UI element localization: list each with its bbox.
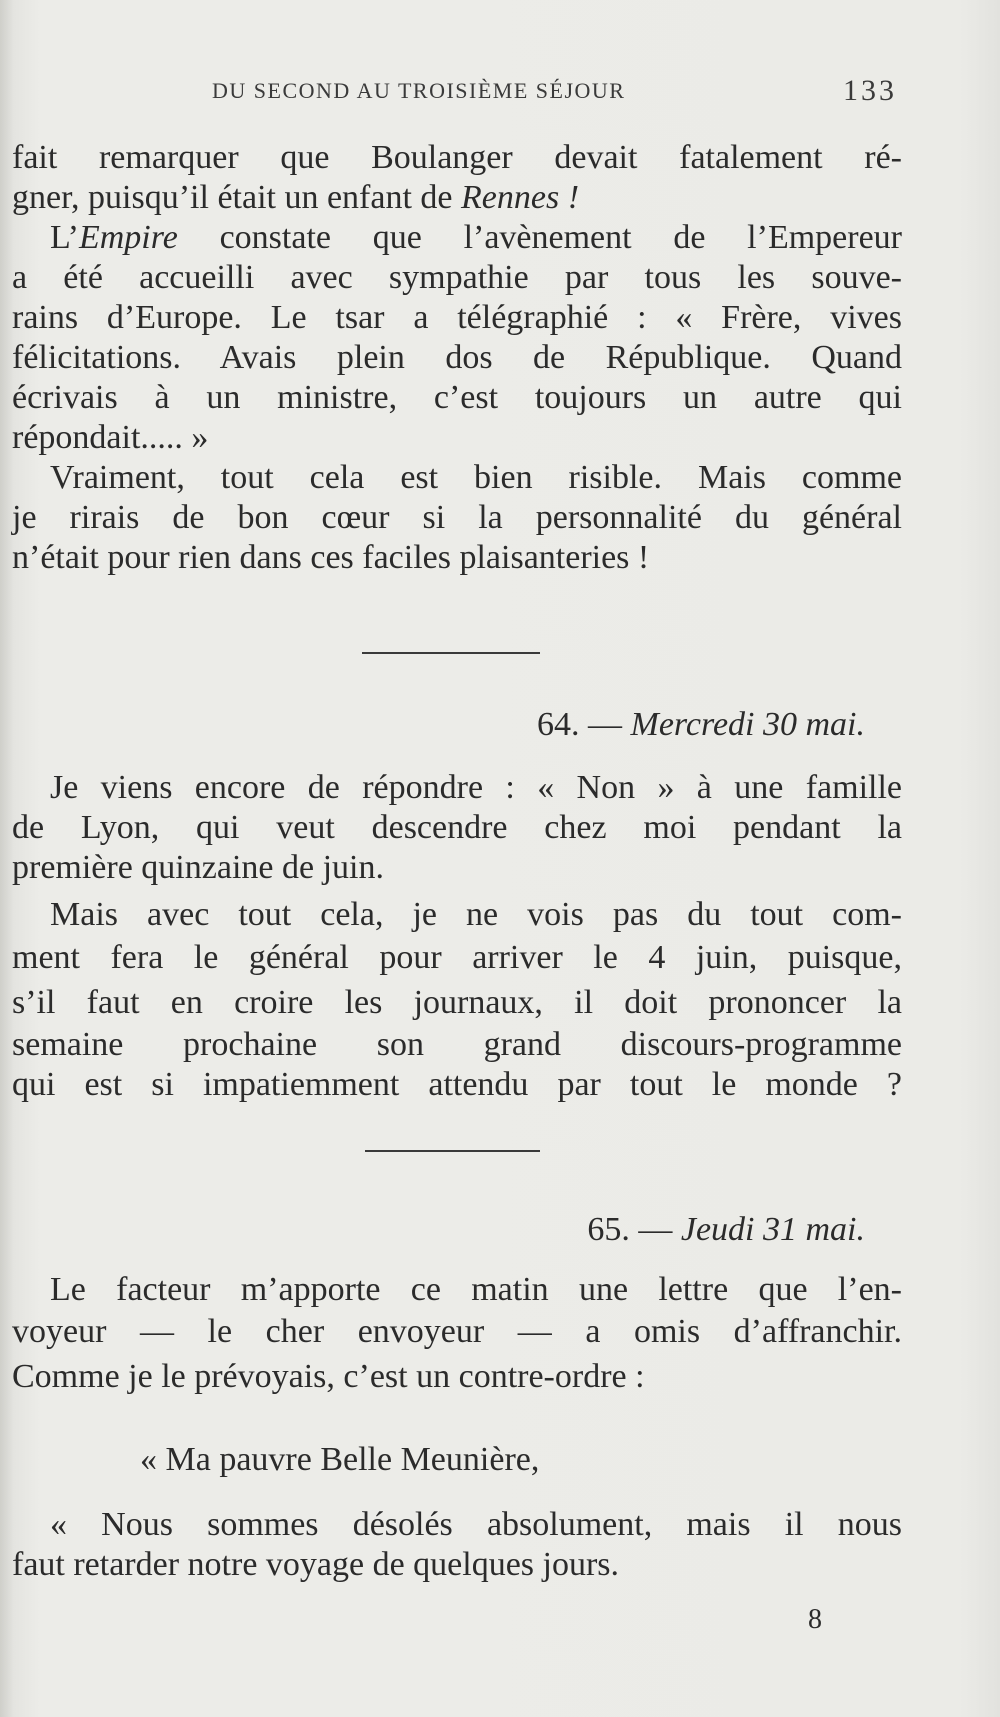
text-line: faut retarder notre voyage de quelques jours. xyxy=(12,1546,620,1583)
running-header xyxy=(0,74,1000,114)
running-title: DU SECOND AU TROISIÈME SÉJOUR xyxy=(212,78,626,103)
italic-newspaper-name: Empire xyxy=(78,219,178,256)
italic-place-name: Rennes ! xyxy=(461,179,580,216)
text-span: L’ xyxy=(50,219,79,256)
text-line: Le facteur m’apporte ce matin une lettre que l’en- xyxy=(50,1271,902,1308)
text-line: je rirais de bon cœur si la personnalité du général xyxy=(12,499,902,536)
text-line: répondait..... » xyxy=(12,419,209,456)
text-line: s’il faut en croire les journaux, il doit prononcer la xyxy=(12,984,902,1021)
text-line: rains d’Europe. Le tsar a télégraphié : « Frère, vives xyxy=(12,299,902,336)
text-line: ment fera le général pour arriver le 4 juin, puisque, xyxy=(12,939,902,976)
text-line: semaine prochaine son grand discours-programme xyxy=(12,1026,902,1063)
text-line: voyeur — le cher envoyeur — a omis d’affranchir. xyxy=(12,1313,902,1350)
text-line: fait remarquer que Boulanger devait fatalement ré- xyxy=(12,139,902,176)
text-line xyxy=(12,218,902,258)
text-line: Mais avec tout cela, je ne vois pas du tout com- xyxy=(50,896,902,933)
section-divider xyxy=(362,652,540,654)
text-line: écrivais à un ministre, c’est toujours un autre qui xyxy=(12,379,902,416)
text-line: félicitations. Avais plein dos de République. Quand xyxy=(12,339,902,376)
text-line: Je viens encore de répondre : « Non » à une famille xyxy=(50,769,902,806)
text-line: a été accueilli avec sympathie par tous les souve- xyxy=(12,259,902,296)
entry-date: Mercredi 30 mai. xyxy=(630,706,865,743)
page-number: 133 xyxy=(843,74,897,107)
letter-salutation: « Ma pauvre Belle Meunière, xyxy=(140,1441,540,1478)
text-line: qui est si impatiemment attendu par tout le monde ? xyxy=(12,1066,902,1103)
entry-heading-65 xyxy=(587,1210,865,1250)
signature-mark: 8 xyxy=(808,1604,822,1635)
entry-heading-64 xyxy=(537,705,865,745)
entry-date: Jeudi 31 mai. xyxy=(680,1211,865,1248)
entry-number: 65. — xyxy=(587,1211,681,1248)
text-line: « Nous sommes désolés absolument, mais il nous xyxy=(50,1506,902,1543)
text-line: Comme je le prévoyais, c’est un contre-ordre : xyxy=(12,1358,645,1395)
text-span: gner, puisqu’il était un enfant de xyxy=(12,179,462,216)
text-line: n’était pour rien dans ces faciles plaisanteries ! xyxy=(12,539,650,576)
entry-number: 64. — xyxy=(537,706,631,743)
text-line: première quinzaine de juin. xyxy=(12,849,384,886)
text-span: constate que l’avènement de l’Empereur xyxy=(177,219,902,256)
text-line: de Lyon, qui veut descendre chez moi pendant la xyxy=(12,809,902,846)
text-line: Vraiment, tout cela est bien risible. Mais comme xyxy=(50,459,902,496)
section-divider xyxy=(365,1150,540,1152)
text-line xyxy=(12,178,902,218)
